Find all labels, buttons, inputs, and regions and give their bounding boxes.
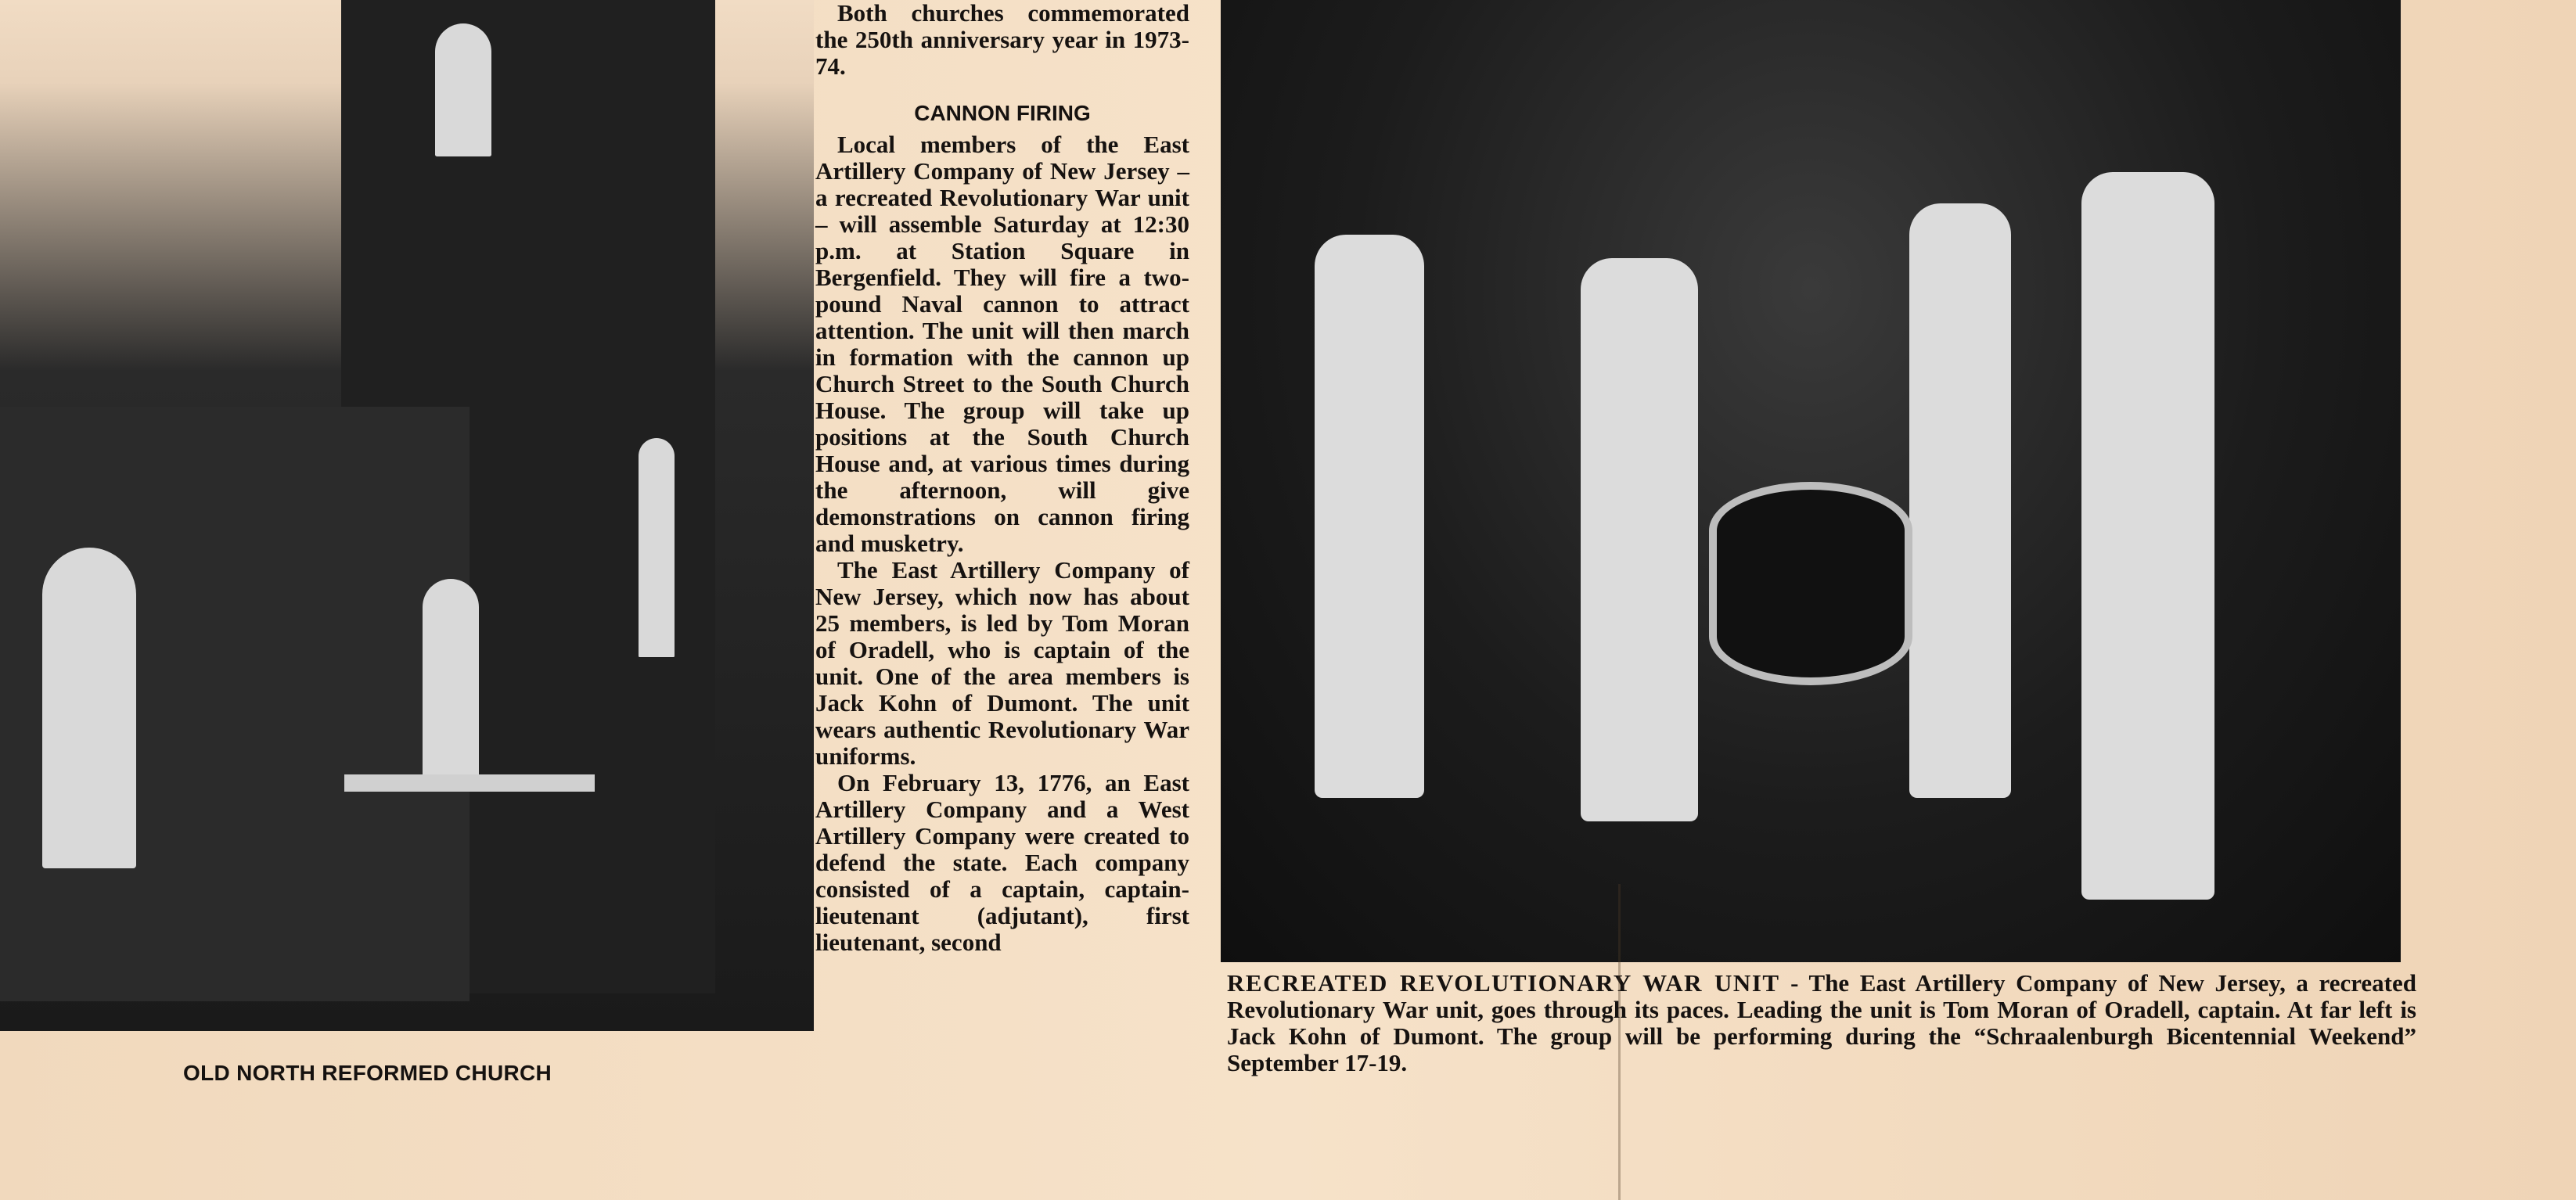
church-window [423, 579, 479, 782]
unit-caption-head: RECREATED REVOLUTIONARY WAR UNIT [1227, 969, 1780, 997]
church-caption: OLD NORTH REFORMED CHURCH [183, 1061, 552, 1085]
article-intro: Both churches commemorated the 250th anniversary year in 1973-74. [815, 0, 1189, 80]
article-paragraph: The East Artillery Company of New Jersey, which now has about 25 members, is led by Tom Moran of Oradell, who is captain of the unit. One of the area members is Jack Kohn of Dumont. The unit wears authentic Revolutionary War uniforms. [815, 556, 1189, 770]
article-paragraph: Local members of the East Artillery Company of New Jersey – a recreated Revolutionary War unit – will assemble Saturday at 12:30 p.m. at Station Square in Bergenfield. They will fire a two-pound Naval cannon to attract attention. The unit will then march in formation with the cannon up Church Street to the South Church House. The group will take up positions at the South Church House and, at various times during the afternoon, will give demonstrations on cannon firing and musketry. [815, 131, 1189, 557]
church-window [639, 438, 675, 657]
soldier-figure [2081, 172, 2214, 900]
article-subhead: CANNON FIRING [914, 101, 1091, 125]
paper-fold [1618, 884, 1621, 1200]
church-window [42, 548, 136, 868]
revolutionary-unit-photo [1221, 0, 2401, 962]
soldier-figure [1909, 203, 2011, 798]
soldier-figure [1315, 235, 1424, 798]
drum [1709, 482, 1912, 685]
belfry-window [435, 23, 491, 156]
unit-caption-body: - The East Artillery Company of New Jersey, a recreated Revolutionary War unit, goes through its paces. Leading the unit is Tom Moran of Oradell, captain. At far left is Jack Kohn of Dumont. The group will be performing during the “Schraalenburgh Bicentennial Weekend” September 17-19. [1227, 969, 2416, 1076]
church-portico [344, 774, 595, 1019]
article-column [815, 0, 1189, 956]
church-photo [0, 0, 814, 1031]
soldier-figure [1581, 258, 1698, 821]
unit-caption [1227, 970, 2416, 1076]
article-paragraph: On February 13, 1776, an East Artillery Company and a West Artillery Company were created to defend the state. Each company consisted of a captain, captain-lieutenant (adjutant), first lieutenant, second [815, 769, 1189, 956]
